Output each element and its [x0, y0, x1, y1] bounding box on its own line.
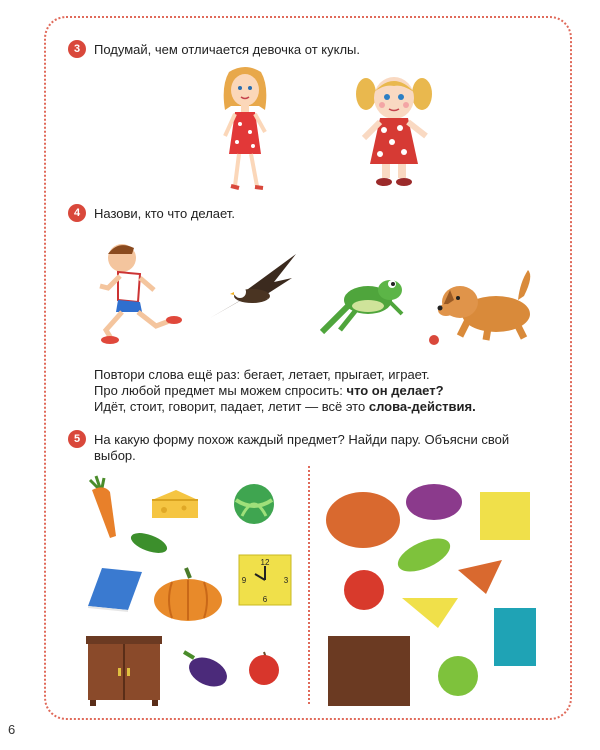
playing-dog-image [428, 266, 538, 346]
red-circle-shape [344, 570, 384, 610]
task-4-note-line-3-text: Идёт, стоит, говорит, падает, летит — всё это [94, 399, 369, 414]
task-4-note-line-1: Повтори слова ещё раз: бегает, летает, прыгает, играет. [94, 367, 430, 382]
orange-triangle-shape [456, 556, 504, 596]
svg-text:12: 12 [260, 558, 270, 567]
yellow-triangle-shape [400, 596, 460, 630]
svg-text:6: 6 [262, 595, 268, 604]
svg-text:3: 3 [283, 576, 289, 585]
yellow-square-shape [480, 492, 530, 540]
jumping-frog-image [320, 272, 410, 336]
clock-image [238, 554, 292, 606]
brown-square-shape [328, 636, 410, 706]
task-5-number: 5 [68, 430, 86, 448]
flying-eagle-image [204, 252, 300, 324]
task-4-text: Назови, кто что делает. [94, 206, 235, 221]
eggplant-image [180, 648, 230, 690]
ball-image [232, 482, 276, 526]
task-4-number: 4 [68, 204, 86, 222]
task-4-note-line-3-bold: слова-действия. [368, 399, 476, 414]
wardrobe-image [84, 634, 164, 706]
task-3-text: Подумай, чем отличается девочка от куклы. [94, 42, 360, 57]
page-number: 6 [8, 722, 16, 737]
task-4-note-line-3 [94, 398, 476, 415]
task-3-number: 3 [68, 40, 86, 58]
purple-oval-shape [406, 484, 462, 520]
teal-rectangle-shape [494, 608, 536, 666]
section-divider [308, 466, 310, 704]
pumpkin-image [152, 566, 224, 622]
task-5-text-line-2: выбор. [94, 448, 136, 463]
svg-text:9: 9 [241, 576, 247, 585]
apple-image [246, 648, 282, 686]
orange-oval-shape [326, 492, 400, 548]
cucumber-image [128, 530, 170, 556]
cheese-image [150, 488, 200, 522]
girl-image [215, 66, 275, 192]
task-5-text-line-1: На какую форму похож каждый предмет? Найди пару. Объясни свой [94, 432, 510, 447]
doll-image [352, 72, 436, 188]
green-circle-shape [438, 656, 478, 696]
task-4-note-line-2-bold: что он делает? [346, 383, 444, 398]
running-boy-image [94, 240, 184, 346]
book-image [86, 566, 144, 612]
task-4-note-line-2 [94, 382, 444, 399]
task-4-note-line-2-text: Про любой предмет мы можем спросить: [94, 383, 347, 398]
carrot-image [82, 474, 122, 540]
